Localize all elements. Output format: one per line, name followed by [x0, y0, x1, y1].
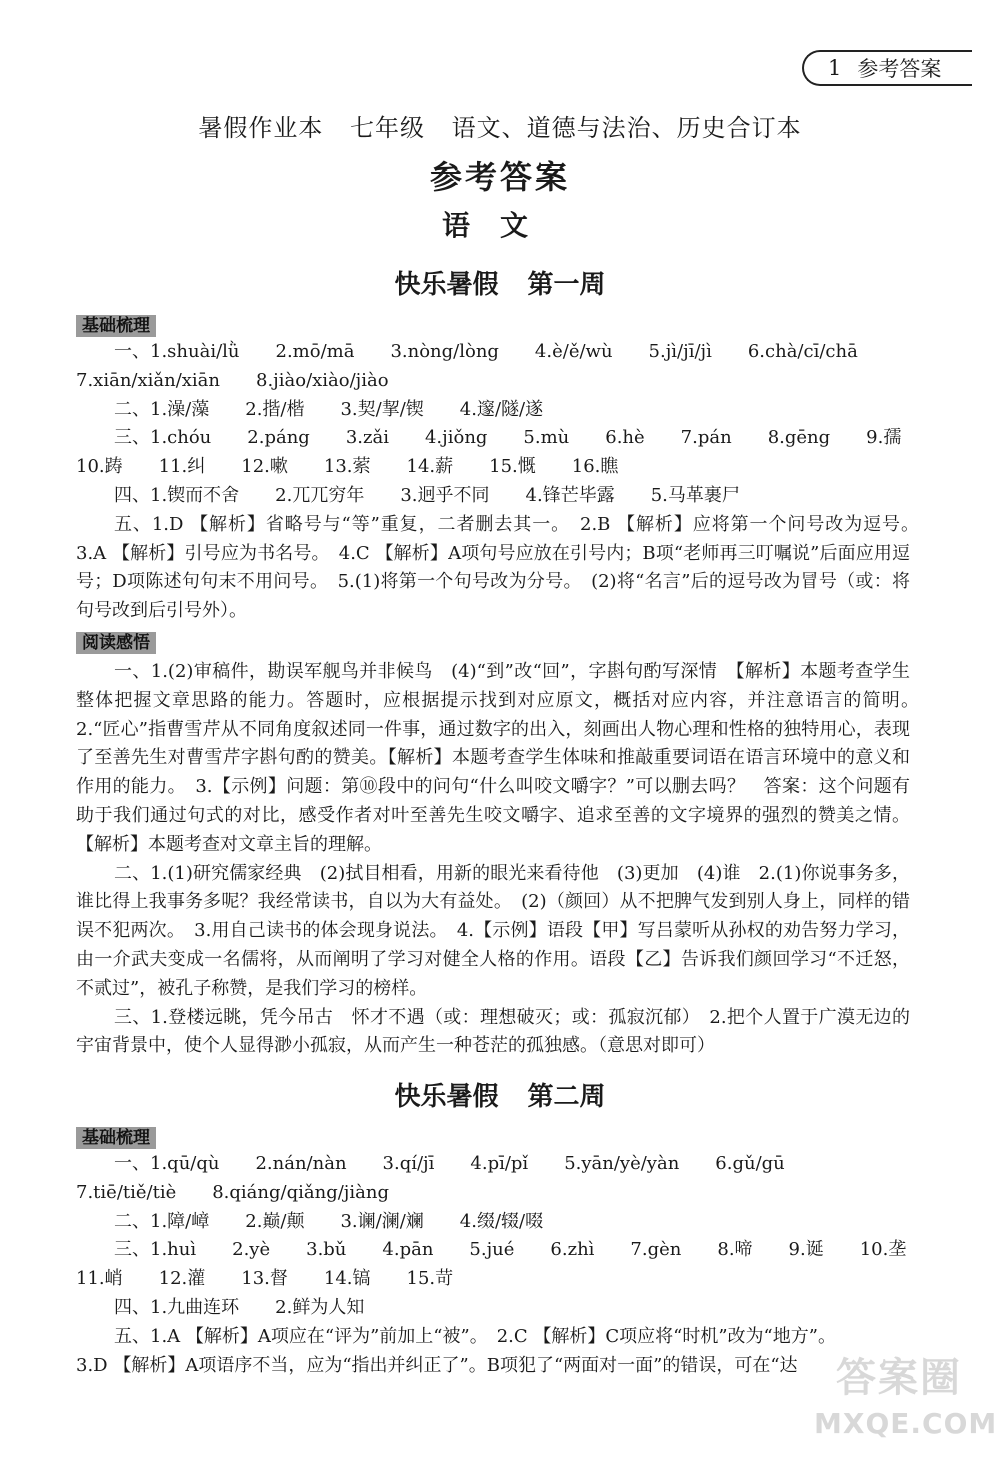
week1-reading-label: 阅读感悟	[76, 632, 156, 654]
week2-basics-line: 五、1.A 【解析】A项应在“评为”前加上“被”。 2.C 【解析】C项应将“时机”改为“地方”。	[114, 1325, 836, 1347]
week2-basics-line: 三、1.huì 2.yè 3.bǔ 4.pān 5.jué 6.zhì 7.gèn 8.啼 9.诞 10.垄	[114, 1239, 907, 1261]
week2-basics-line: 11.峭 12.灌 13.督 14.镐 15.苛	[76, 1268, 454, 1290]
page-number: 1	[828, 56, 842, 80]
week1-basics-line: 一、1.shuài/lǜ 2.mō/mā 3.nòng/lòng 4.è/ě/wù 5.jì/jī/jì 6.chà/cī/chā	[114, 341, 858, 362]
week1-basics-line: 三、1.chóu 2.páng 3.zǎi 4.jiǒng 5.mù 6.hè 7.pán 8.gēng 9.孺	[114, 427, 902, 449]
week2-basics-block	[76, 1150, 910, 1380]
week2-basics-label: 基础梳理	[76, 1127, 156, 1149]
week1-reading-paragraph: 一、1.(2)审稿件，勘误军舰鸟并非候鸟 (4)“到”改“回”，字斟句酌写深情 【解析】本题考查学生整体把握文章思路的能力。答题时，应根据提示找到对应原文，概括对应内容，并注意语言的简明。 2.“匠心”指曹雪芹从不同角度叙述同一件事，通过数字的出入，刻画出人物心理和性格的独特用心，表现了至善先生对曹雪芹字斟句酌的赞美。【解析】本题考查学生体味和推敲重要词语在语言环境中的意义和作用的能力。 3.【示例】问题：第⑩段中的问句“什么叫咬文嚼字？”可以删去吗？ 答案：这个问题有助于我们通过句式的对比，感受作者对叶至善先生咬文嚼字、追求至善的文字境界的强烈的赞美之情。【解析】本题考查对文章主旨的理解。	[76, 661, 928, 855]
book-title: 暑假作业本 七年级 语文、道德与法治、历史合订本	[198, 114, 802, 142]
week1-basics-line: 二、1.澡/藻 2.揩/楷 3.契/挈/锲 4.邃/隧/遂	[114, 398, 544, 420]
watermark-text: 答案圈	[836, 1355, 962, 1401]
week2-basics-line: 一、1.qū/qù 2.nán/nàn 3.qí/jī 4.pī/pǐ 5.yān/yè/yàn 6.gǔ/gū	[114, 1153, 785, 1174]
main-title: 参考答案	[429, 158, 570, 196]
week1-basics-line: 四、1.锲而不舍 2.兀兀穷年 3.迥乎不同 4.锋芒毕露 5.马革裹尸	[114, 484, 740, 506]
week2-title: 快乐暑假 第二周	[394, 1082, 606, 1112]
week2-basics-line: 四、1.九曲连环 2.鲜为人知	[114, 1296, 365, 1318]
subject-heading: 语文	[441, 209, 558, 242]
page-tab-label: 参考答案	[857, 57, 942, 81]
week1-reading-block	[76, 658, 928, 1061]
week1-title: 快乐暑假 第一周	[394, 270, 606, 300]
week1-basics-line: 五、1.D 【解析】省略号与“等”重复，二者删去其一。 2.B 【解析】应将第一个问号改为逗号。 3.A 【解析】引号应为书名号。 4.C 【解析】A项句号应放在引号内；B项“老师再三叮嘱说”后面应用逗号；D项陈述句句末不用问号。 5.(1)将第一个句号改为分号。 (2)将“名言”后的逗号改为冒号（或：将句号改到后引号外）。	[76, 513, 928, 622]
week1-reading-paragraph: 三、1.登楼远眺，凭今吊古 怀才不遇（或：理想破灭；或：孤寂沉郁） 2.把个人置于广漠无边的宇宙背景中，使个人显得渺小孤寂，从而产生一种苍茫的孤独感。（意思对即可）	[76, 1006, 910, 1057]
week1-basics-line: 7.xiān/xiǎn/xiān 8.jiào/xiào/jiào	[76, 369, 389, 391]
watermark-logo	[814, 1346, 998, 1458]
page-number-tab	[802, 50, 972, 86]
watermark-url: MXQE.COM	[814, 1407, 998, 1440]
week1-reading-paragraph: 二、1.(1)研究儒家经典 (2)拭目相看，用新的眼光来看待他 (3)更加 (4)谁 2.(1)你说事务多，谁比得上我事务多呢？我经常读书，自以为大有益处。 (2)（颜回）从不把脾气发到别人身上，同样的错误不犯两次。 3.用自己读书的体会现身说法。 4.【示例】语段【甲】写吕蒙听从孙权的劝告努力学习，由一介武夫变成一名儒将，从而阐明了学习对健全人格的作用。语段【乙】告诉我们颜回学习“不迁怒，不贰过”，被孔子称赞，是我们学习的榜样。	[76, 862, 910, 999]
week2-basics-line: 二、1.障/嶂 2.巅/颠 3.谰/澜/斓 4.缀/辍/啜	[114, 1210, 544, 1232]
week1-basics-block	[76, 338, 928, 626]
week2-basics-line: 7.tiē/tiě/tiè 8.qiáng/qiǎng/jiàng	[76, 1181, 389, 1203]
week1-basics-label: 基础梳理	[76, 315, 156, 337]
week2-basics-line: 3.D 【解析】A项语序不当，应为“指出并纠正了”。B项犯了“两面对一面”的错误，可在“达	[76, 1354, 798, 1376]
week1-basics-line: 10.踌 11.纠 12.嗽 13.萦 14.薪 15.慨 16.瞧	[76, 456, 619, 478]
